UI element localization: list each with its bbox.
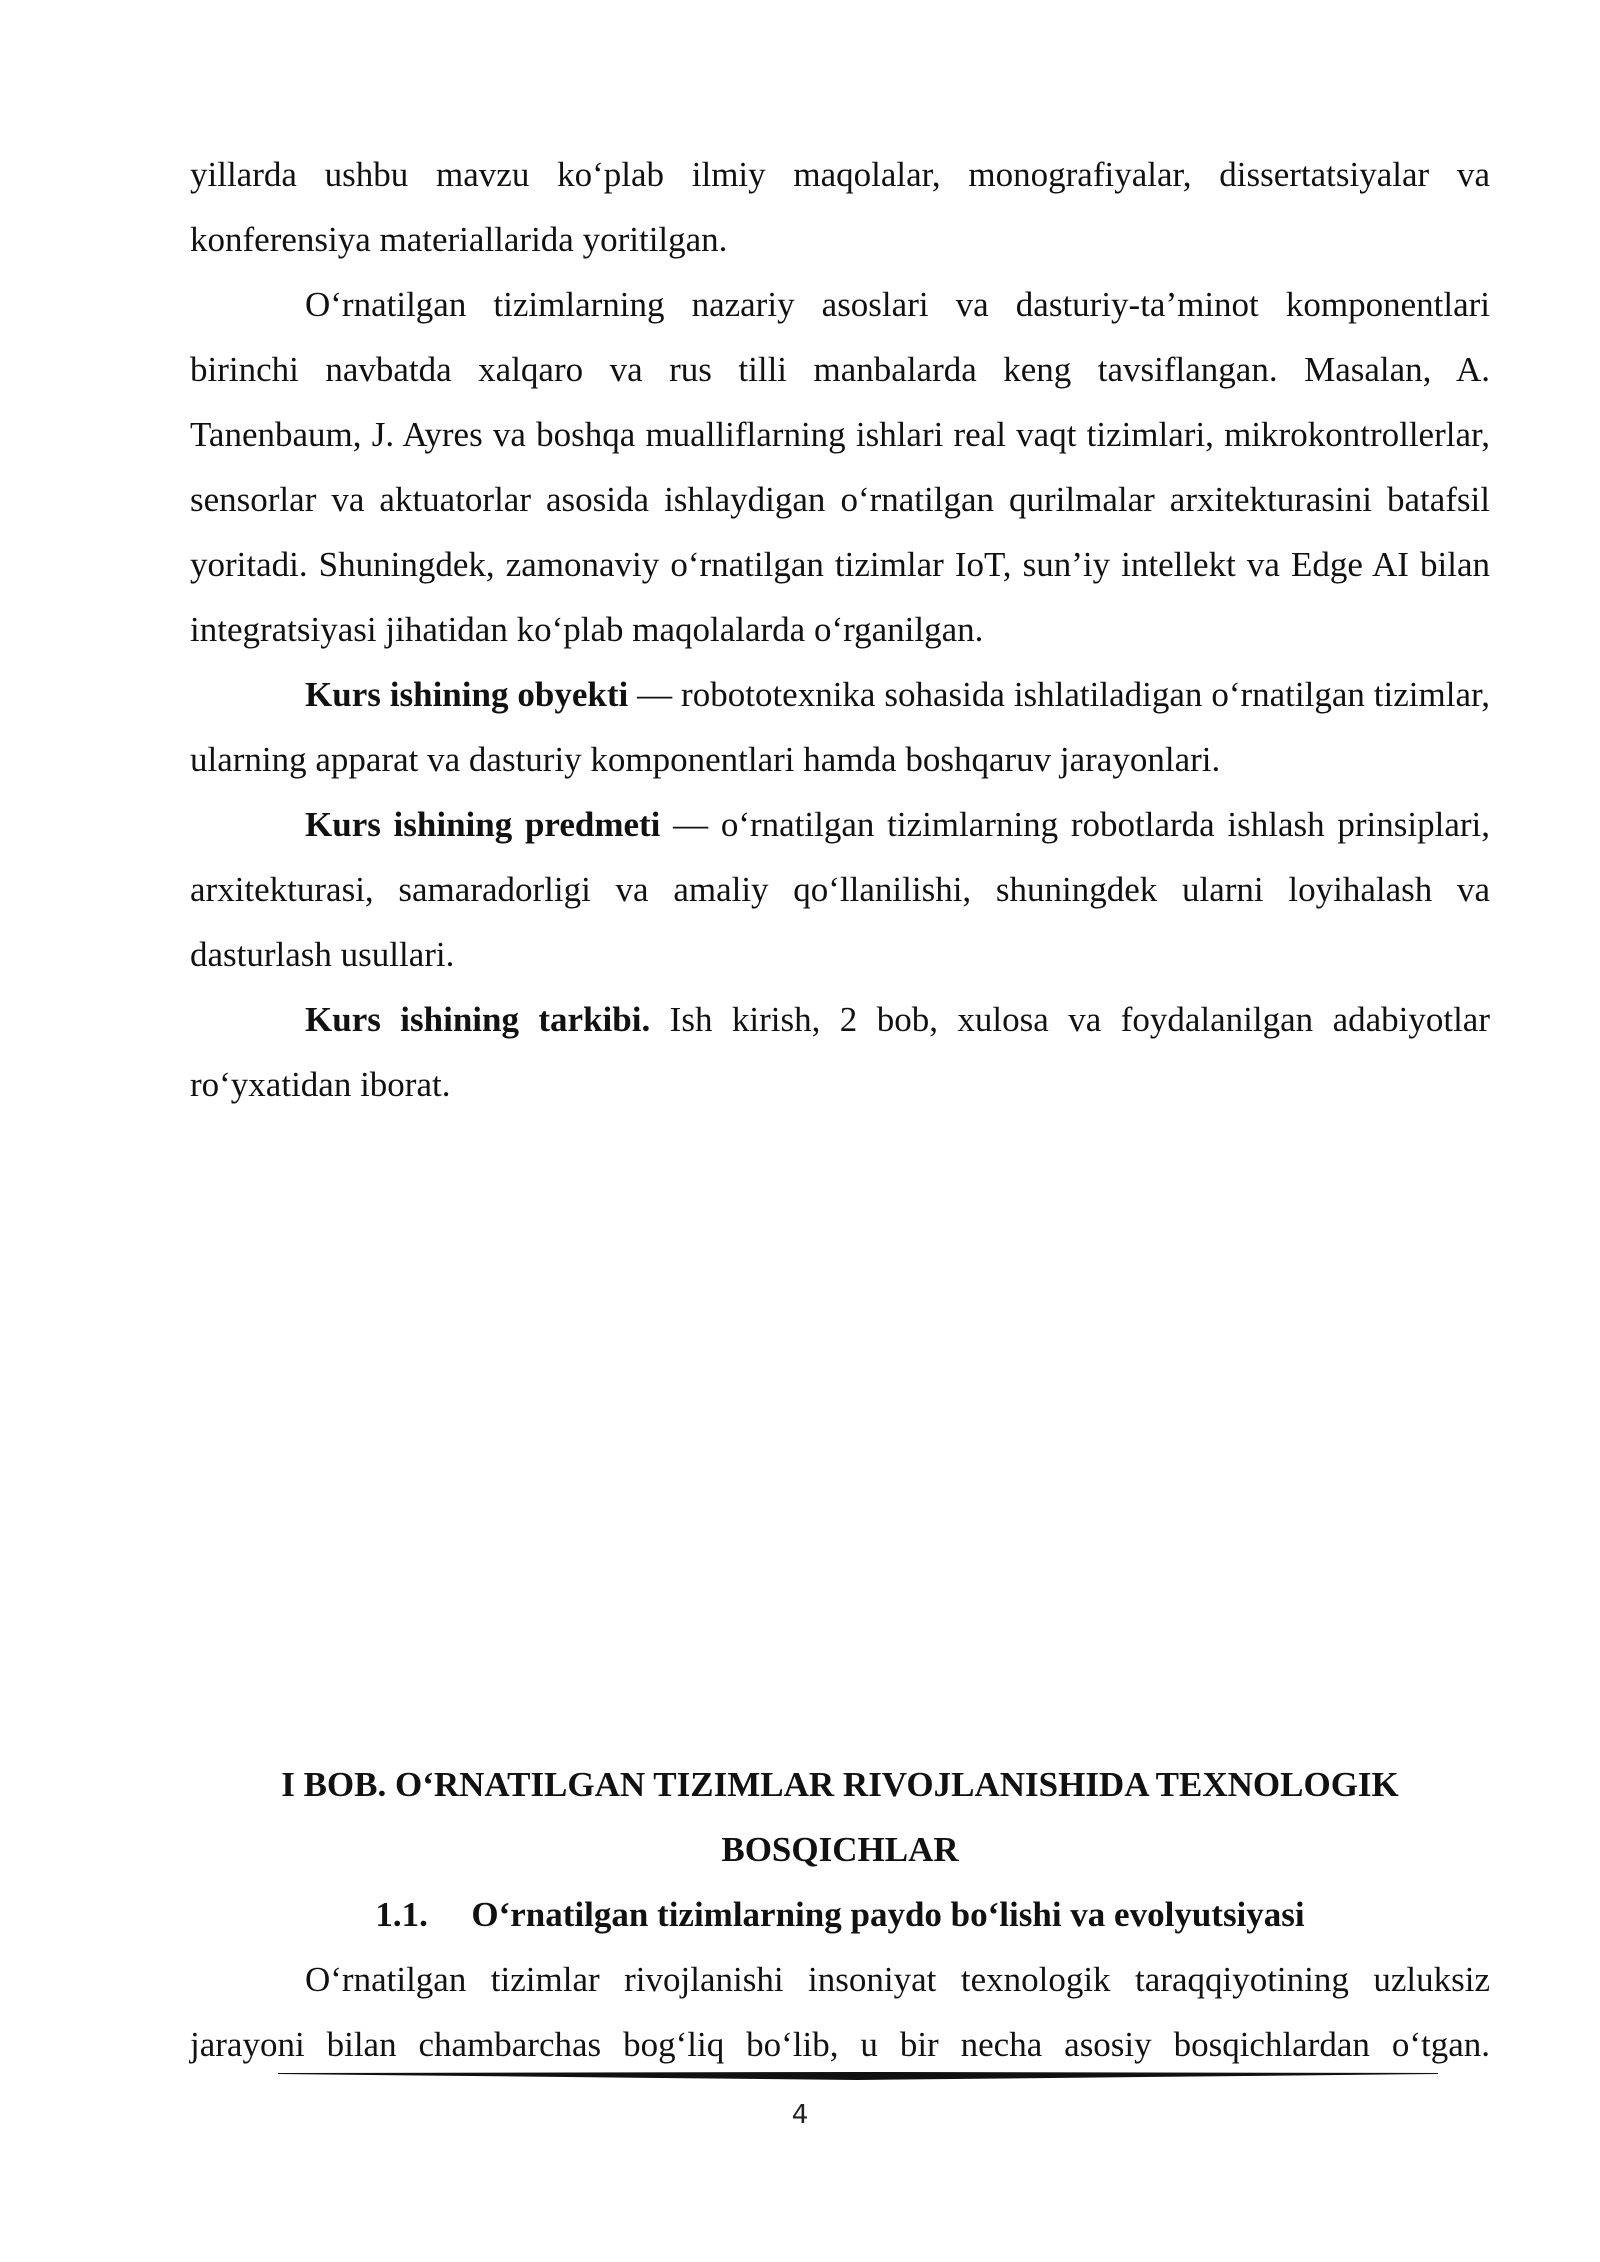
chapter-text-block bbox=[190, 1947, 1490, 2077]
section-heading bbox=[190, 1882, 1490, 1947]
footer-divider bbox=[278, 2071, 1438, 2081]
course-structure-text: Ish kirish, 2 bob, xulosa va foydalanilgan adabiyotlar ro‘yxatidan iborat. bbox=[190, 1000, 1490, 1104]
paragraph-theoretical-foundations: O‘rnatilgan tizimlarning nazariy asoslari va dasturiy-ta’minot komponentlari birinchi navbatda xalqaro va rus tilli manbalarda keng tavsiflangan. Masalan, A. Tanenbaum, J. Ayres va boshqa mualliflarning ishlari real vaqt tizimlari, mikrokontrollerlar, sensorlar va aktuatorlar asosida ishlaydigan o‘rnatilgan qurilmalar arxitekturasini batafsil yoritadi. Shuningdek, zamonaviy o‘rnatilgan tizimlar IoT, sun’iy intellekt va Edge AI bilan integratsiyasi jihatidan ko‘plab maqolalarda o‘rganilgan. bbox=[190, 285, 1490, 649]
course-subject-lead: Kurs ishining predmeti bbox=[305, 805, 661, 844]
course-structure-lead: Kurs ishining tarkibi. bbox=[305, 1000, 651, 1039]
paragraph-course-object bbox=[190, 662, 1490, 792]
paragraph-course-subject bbox=[190, 792, 1490, 987]
section-title: O‘rnatilgan tizimlarning paydo bo‘lishi va evolyutsiyasi bbox=[471, 1895, 1305, 1934]
intro-text-block bbox=[190, 142, 1490, 1117]
course-object-text: — robototexnika sohasida ishlatiladigan o‘rnatilgan tizimlar, ularning apparat va dasturiy komponentlari hamda boshqaruv jarayonlari. bbox=[190, 675, 1490, 779]
course-subject-text: — o‘rnatilgan tizimlarning robotlarda ishlash prinsiplari, arxitekturasi, samaradorligi va amaliy qo‘llanilishi, shuningdek ularni loyihalash va dasturlash usullari. bbox=[190, 805, 1490, 974]
course-object-lead: Kurs ishining obyekti bbox=[305, 675, 629, 714]
paragraph-literature-continuation: yillarda ushbu mavzu ko‘plab ilmiy maqolalar, monografiyalar, dissertatsiyalar va konferensiya materiallarida yoritilgan. bbox=[190, 155, 1490, 259]
paragraph-evolution-intro: O‘rnatilgan tizimlar rivojlanishi insoniyat texnologik taraqqiyotining uzluksiz jarayoni bilan chambarchas bog‘liq bo‘lib, u bir necha asosiy bosqichlardan o‘tgan. bbox=[190, 1960, 1490, 2064]
chapter-title: I BOB. O‘RNATILGAN TIZIMLAR RIVOJLANISHIDA TEXNOLOGIK BOSQICHLAR bbox=[281, 1765, 1399, 1869]
paragraph-course-structure bbox=[190, 987, 1490, 1117]
page-number: 4 bbox=[791, 2100, 809, 2130]
section-number: 1.1. bbox=[375, 1895, 428, 1934]
